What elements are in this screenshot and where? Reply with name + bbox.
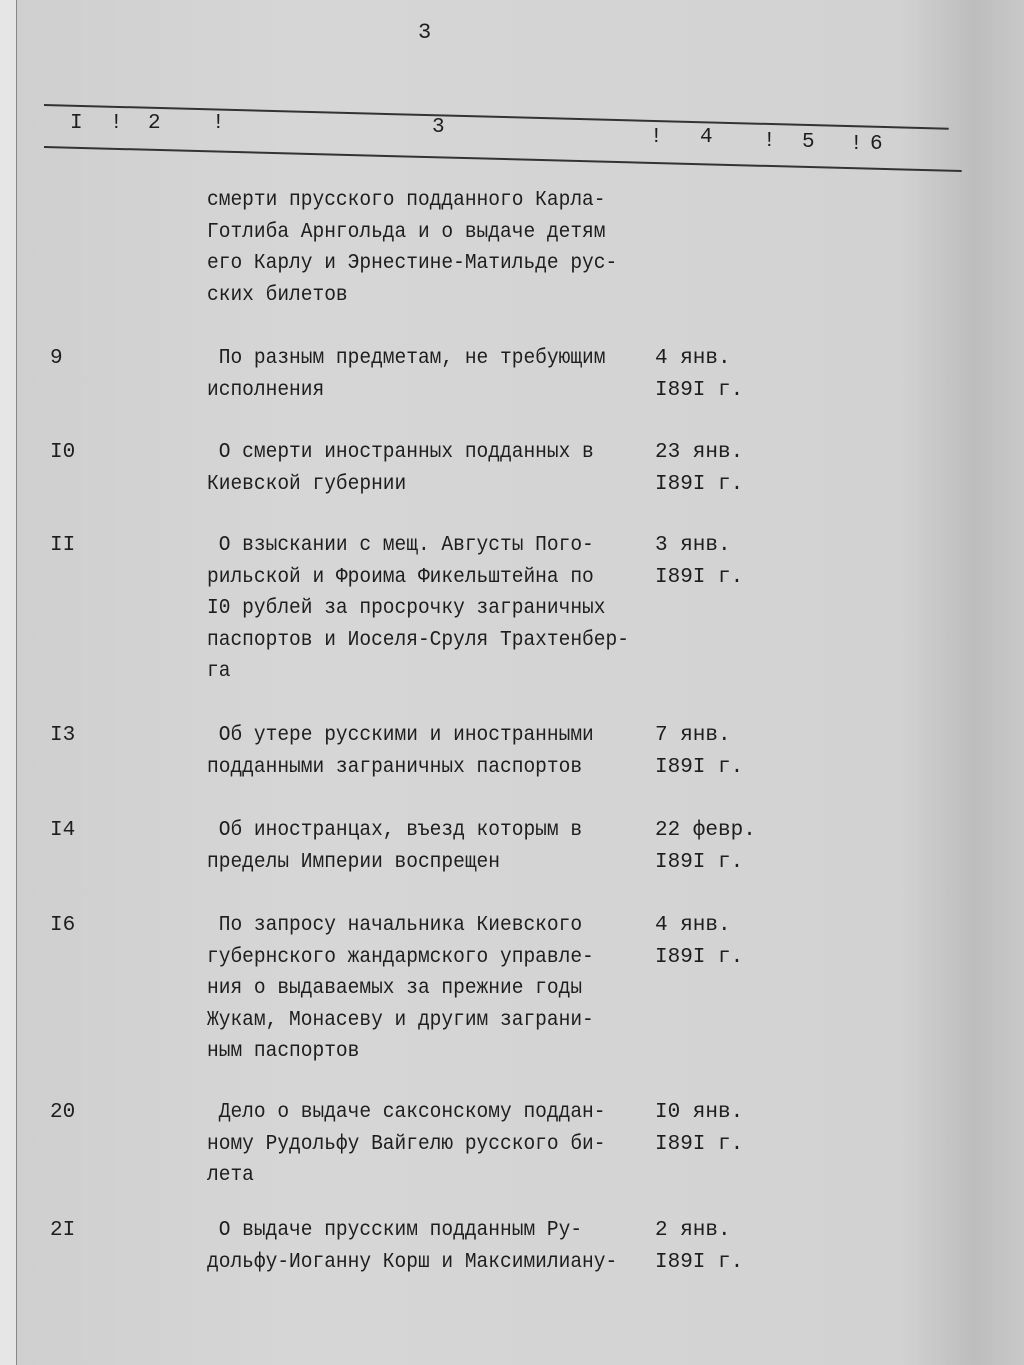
header-separator: ! [650,126,663,149]
entry-description [207,910,594,1068]
date-line: 22 февр. [655,819,756,842]
date-line: I89I г. [655,945,744,969]
description-line: О смерти иностранных подданных в [207,441,594,464]
entry-number: I0 [50,441,76,464]
date-line: I0 янв. [655,1101,744,1124]
entry-description [207,343,605,406]
header-separator: ! [212,112,225,135]
date-line: I89I г. [655,1132,744,1156]
date-line: I89I г. [655,755,744,779]
description-line: исполнения [207,378,325,402]
description-line: По запросу начальника Киевского [207,914,583,937]
header-separator: ! [110,112,123,135]
header-separator: ! [763,130,776,153]
date-line: I89I г. [655,1250,744,1274]
description-line: пределы Империи воспрещен [207,850,501,874]
entry-date [655,437,743,500]
entry-number: 9 [50,347,63,370]
entry-description [207,1215,617,1278]
description-line: Жукам, Монасеву и другим заграни- [207,1008,594,1032]
page-binding-edge [0,0,17,1365]
description-line: губернского жандармского управле- [207,945,594,969]
description-line: Дело о выдаче саксонскому поддан- [207,1101,606,1124]
date-line: I89I г. [655,850,744,874]
description-line: паспортов и Иоселя-Сруля Трахтенбер- [207,628,629,652]
entry-date [655,910,743,973]
header-col-3: 3 [432,116,445,139]
entry-description [207,530,629,688]
entry-description [207,815,582,878]
header-col-2: 2 [148,112,161,135]
header-col-6: 6 [870,133,883,156]
page-number: 3 [418,20,432,45]
date-line: I89I г. [655,472,744,496]
entry-date [655,530,743,593]
header-col-1: I [70,112,83,135]
header-col-4: 4 [700,126,713,149]
entry-number: I4 [50,819,76,842]
description-line: подданными заграничных паспортов [207,755,583,779]
description-line: Об утере русскими и иностранными [207,724,594,747]
description-line: ным паспортов [207,1040,360,1063]
header-separator: ! [850,133,863,156]
date-line: 3 янв. [655,534,731,557]
entry-description [207,437,594,500]
entry-date [655,720,743,783]
entry-description [207,185,617,311]
date-line: 4 янв. [655,347,731,370]
date-line: 23 янв. [655,441,744,464]
description-line: га [207,660,231,683]
entry-number: 2I [50,1219,76,1242]
description-line: По разным предметам, не требующим [207,347,606,370]
entry-date [655,815,756,878]
entry-number: II [50,534,76,557]
header-col-5: 5 [802,131,815,154]
date-line: I89I г. [655,378,744,402]
description-line: его Карлу и Эрнестине-Матильде рус- [207,252,618,275]
description-line: дольфу-Иоганну Корш и Максимилиану- [207,1250,618,1274]
date-line: 2 янв. [655,1219,731,1242]
description-line: ских билетов [207,283,348,307]
description-line: О выдаче прусским подданным Ру- [207,1219,583,1242]
entry-number: I6 [50,914,76,937]
description-line: смерти прусского подданного Карла- [207,189,606,212]
description-line: Об иностранцах, въезд которым в [207,819,583,842]
description-line: Готлиба Арнгольда и о выдаче детям [207,220,606,244]
entry-date [655,1097,743,1160]
date-line: 7 янв. [655,724,731,747]
entry-number: I3 [50,724,76,747]
entry-date [655,1215,743,1278]
description-line: ния о выдаваемых за прежние годы [207,977,583,1000]
description-line: I0 рублей за просрочку заграничных [207,597,606,620]
entry-description [207,1097,605,1192]
description-line: ному Рудольфу Вайгелю русского би- [207,1132,606,1156]
entry-description [207,720,594,783]
description-line: рильской и Фроима Фикельштейна по [207,565,594,589]
entry-number: 20 [50,1101,76,1124]
header-top-rule [44,104,949,130]
header-bottom-rule [44,146,962,172]
description-line: Киевской губернии [207,472,407,496]
date-line: I89I г. [655,565,744,589]
description-line: О взыскании с мещ. Августы Пого- [207,534,594,557]
description-line: лета [207,1164,254,1187]
date-line: 4 янв. [655,914,731,937]
entry-date [655,343,743,406]
